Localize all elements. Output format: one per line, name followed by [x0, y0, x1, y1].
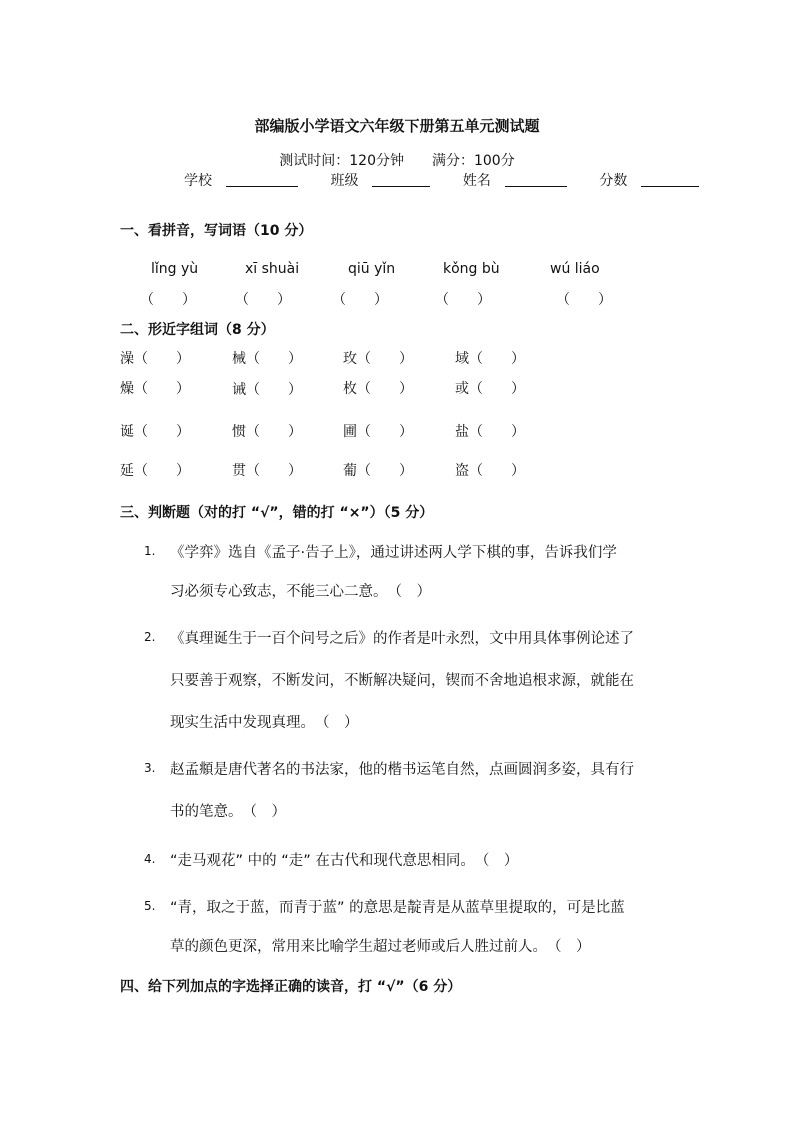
school-field: 学校: [184, 170, 312, 190]
answer-blank[interactable]: （ ）: [357, 381, 413, 397]
name-field: 姓名: [463, 170, 581, 190]
answer-blank[interactable]: （ ）: [246, 351, 302, 367]
question-number: 5.: [144, 899, 156, 913]
answer-blank[interactable]: （ ）: [469, 424, 525, 440]
answer-blank[interactable]: （ ）: [246, 463, 302, 479]
answer-blank[interactable]: （ ）: [469, 351, 525, 367]
question-text: 草的颜色更深，常用来比喻学生超过老师或后人胜过前人。 （ ）: [170, 939, 591, 955]
answer-blank[interactable]: （ ）: [246, 382, 302, 398]
answer-blank[interactable]: （ ）: [435, 292, 491, 308]
score-blank: [641, 172, 699, 187]
answer-blank[interactable]: （ ）: [235, 292, 291, 308]
answer-blank[interactable]: （ ）: [469, 381, 525, 397]
student-info-line: [184, 170, 727, 190]
question-number: 1.: [144, 544, 156, 558]
section-2-heading: 二、形近字组词（8 分）: [120, 322, 275, 338]
pinyin-item: qiū yǐn: [348, 261, 396, 277]
question-text: 《真理诞生于一百个问号之后》的作者是叶永烈，文中用具体事例论述了: [170, 631, 634, 647]
question-number: 4.: [144, 852, 156, 866]
answer-blank[interactable]: （ ）: [134, 351, 190, 367]
score-field: 分数: [599, 170, 713, 190]
answer-blank[interactable]: （ ）: [140, 292, 196, 308]
pinyin-item: lǐng yù: [151, 261, 199, 277]
school-blank: [226, 172, 298, 187]
question-text: 只要善于观察，不断发问，不断解决疑问，锲而不舍地追根求源，就能在: [170, 673, 634, 689]
test-meta: 测试时间：120分钟 满分：100分: [279, 153, 515, 169]
answer-blank[interactable]: （ ）: [556, 292, 612, 308]
char-item: 枚（ ）: [343, 381, 413, 397]
pinyin-item: xī shuài: [245, 261, 300, 277]
char-item: 诞（ ）: [120, 424, 190, 440]
char-item: 盗（ ）: [455, 463, 525, 479]
answer-blank[interactable]: （ ）: [332, 292, 388, 308]
answer-blank[interactable]: （ ）: [134, 463, 190, 479]
char-item: 延（ ）: [120, 463, 190, 479]
char-item: 械（ ）: [232, 351, 302, 367]
class-field: 班级: [330, 170, 444, 190]
question-text: 赵孟頫是唐代著名的书法家，他的楷书运笔自然，点画圆润多姿，具有行: [170, 762, 634, 778]
question-number: 2.: [144, 630, 156, 644]
answer-blank[interactable]: （ ）: [357, 424, 413, 440]
section-4-heading: 四、给下列加点的字选择正确的读音，打 “√”（6 分）: [120, 979, 462, 995]
char-item: 域（ ）: [455, 351, 525, 367]
answer-blank[interactable]: （ ）: [357, 463, 413, 479]
pinyin-item: wú liáo: [550, 261, 600, 277]
class-blank: [372, 172, 430, 187]
name-blank: [505, 172, 567, 187]
answer-blank[interactable]: （ ）: [469, 463, 525, 479]
char-item: 诫（ ）: [232, 382, 302, 398]
question-text: “青，取之于蓝，而青于蓝” 的意思是靛青是从蓝草里提取的，可是比蓝: [170, 900, 625, 916]
page-title: 部编版小学语文六年级下册第五单元测试题: [254, 117, 540, 135]
section-3-heading: 三、判断题（对的打 “√”，错的打 “×”）（5 分）: [120, 505, 434, 521]
answer-blank[interactable]: （ ）: [134, 424, 190, 440]
char-item: 玫（ ）: [343, 351, 413, 367]
pinyin-item: kǒng bù: [443, 261, 500, 277]
question-text: 书的笔意。 （ ）: [170, 804, 286, 820]
section-1-heading: 一、看拼音，写词语（10 分）: [120, 223, 313, 239]
question-text: 《学弈》选自《孟子·告子上》，通过讲述两人学下棋的事，告诉我们学: [170, 545, 617, 561]
answer-blank[interactable]: （ ）: [246, 424, 302, 440]
char-item: 澡（ ）: [120, 351, 190, 367]
char-item: 贯（ ）: [232, 463, 302, 479]
char-item: 燥（ ）: [120, 381, 190, 397]
question-text: “走马观花” 中的 “走” 在古代和现代意思相同。 （ ）: [170, 853, 519, 869]
char-item: 惯（ ）: [232, 424, 302, 440]
answer-blank[interactable]: （ ）: [134, 381, 190, 397]
char-item: 盐（ ）: [455, 424, 525, 440]
question-number: 3.: [144, 761, 156, 775]
question-text: 现实生活中发现真理。 （ ）: [170, 715, 359, 731]
question-text: 习必须专心致志，不能三心二意。 （ ）: [170, 584, 431, 600]
char-item: 葡（ ）: [343, 463, 413, 479]
answer-blank[interactable]: （ ）: [357, 351, 413, 367]
char-item: 或（ ）: [455, 381, 525, 397]
char-item: 圃（ ）: [343, 424, 413, 440]
